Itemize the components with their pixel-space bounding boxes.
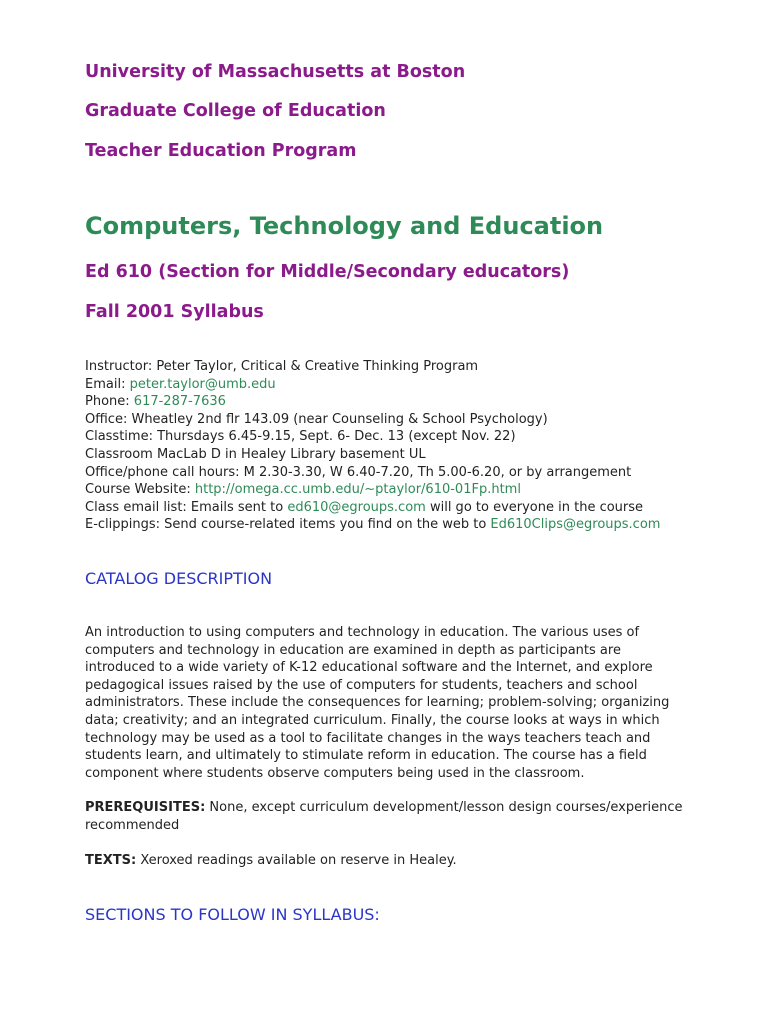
course-info — [85, 358, 660, 534]
website-line — [85, 481, 660, 499]
college-heading: Graduate College of Education — [85, 101, 386, 121]
eclippings-pre: E-clippings: Send course-related items you find on the web to — [85, 517, 491, 533]
email-link[interactable]: peter.taylor@umb.edu — [129, 376, 276, 392]
email-list-link[interactable]: ed610@egroups.com — [287, 499, 426, 515]
course-title: Computers, Technology and Education — [85, 212, 604, 240]
course-section: Ed 610 (Section for Middle/Secondary educators) — [85, 262, 570, 282]
email-list-post: will go to everyone in the course — [425, 499, 644, 515]
office-hours-line: Office/phone call hours: M 2.30-3.30, W 6.40-7.20, Th 5.00-6.20, or by arrangement — [85, 464, 632, 480]
syllabus-term: Fall 2001 Syllabus — [85, 302, 264, 322]
instructor-line: Instructor: Peter Taylor, Critical & Creative Thinking Program — [85, 359, 479, 374]
email-list-line — [85, 499, 660, 517]
classtime-line: Classtime: Thursdays 6.45-9.15, Sept. 6- Dec. 13 (except Nov. 22) — [85, 429, 516, 445]
prerequisites-text: None, except curriculum development/lesson design courses/experience recommended — [85, 800, 683, 833]
eclippings-link[interactable]: Ed610Clips@egroups.com — [490, 517, 661, 533]
email-line — [85, 376, 660, 394]
catalog-heading: CATALOG DESCRIPTION — [85, 569, 273, 588]
prerequisites-paragraph — [85, 799, 685, 834]
catalog-description: An introduction to using computers and technology in education. The various uses of computers and technology in education are examined in depth as participants are introduced to a wide variety of K-12 educational software and the Internet, and explore pedagogical issues raised by the use of computers for students, teachers and school administrators. These include the consequences for learning; problem-solving; organizing data; creativity; and an integrated curriculum. Finally, the course looks at ways in which technology may be used as a tool to facilitate changes in the ways teachers teach and students learn, and ultimately to stimulate reform in education. The course has a field component where students observe computers being used in the classroom. — [85, 625, 670, 781]
phone-line — [85, 393, 660, 411]
prerequisites-label: PREREQUISITES: — [85, 800, 206, 815]
email-list-pre: Class email list: Emails sent to — [85, 499, 288, 515]
university-heading: University of Massachusetts at Boston — [85, 62, 466, 82]
email-label: Email: — [85, 376, 130, 392]
texts-paragraph — [85, 852, 685, 870]
texts-text: Xeroxed readings available on reserve in Healey. — [136, 853, 457, 868]
office-line: Office: Wheatley 2nd flr 143.09 (near Counseling & School Psychology) — [85, 411, 548, 427]
website-label: Course Website: — [85, 482, 195, 498]
phone-label: Phone: — [85, 394, 134, 410]
eclippings-line — [85, 516, 660, 534]
phone-link[interactable]: 617-287-7636 — [133, 394, 226, 410]
sections-heading: SECTIONS TO FOLLOW IN SYLLABUS: — [85, 905, 380, 924]
texts-label: TEXTS: — [85, 853, 137, 868]
program-heading: Teacher Education Program — [85, 141, 357, 161]
website-link[interactable]: http://omega.cc.umb.edu/~ptaylor/610-01Fp.html — [194, 482, 521, 498]
classroom-line: Classroom MacLab D in Healey Library basement UL — [85, 446, 426, 462]
